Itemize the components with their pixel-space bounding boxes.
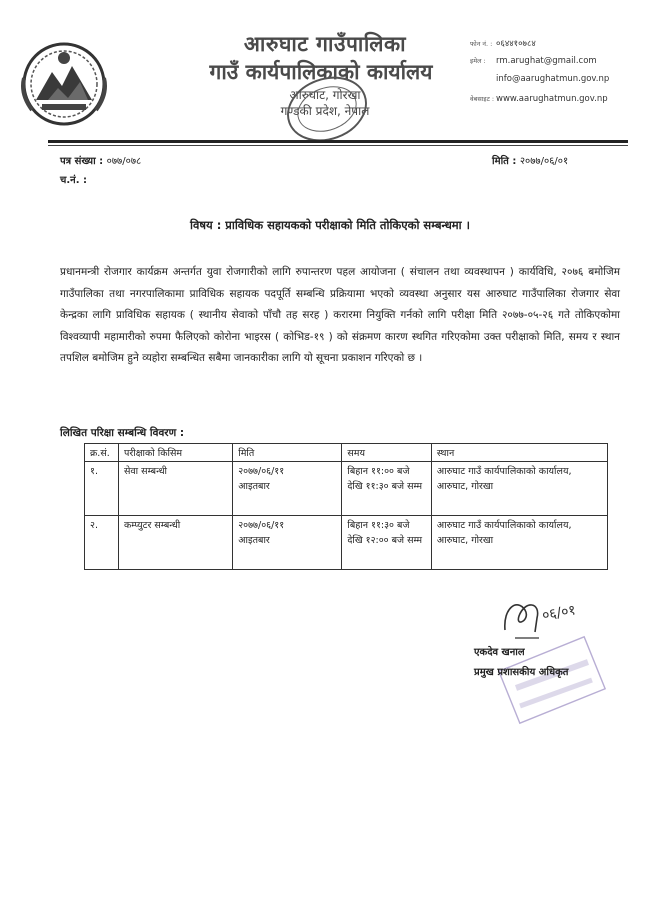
letter-date: मिति : २०७७/०६/०१ xyxy=(492,156,569,167)
signature-date: ०६/०१ xyxy=(540,602,578,624)
cell-venue: आरुघाट गाउँ कार्यपालिकाको कार्यालय, आरुघाट, गोरखा xyxy=(431,462,607,516)
contact-email[interactable]: इमेल : rm.arughat@gmail.com xyxy=(470,56,597,66)
contact-website[interactable]: वेबसाइट : www.aarughatmun.gov.np xyxy=(470,94,608,104)
office-name: गाउँ कार्यपालिकाको कार्यालय xyxy=(209,59,433,84)
header-divider-thin xyxy=(48,145,628,146)
organization-name: आरुघाट गाउँपालिका xyxy=(243,31,407,56)
chalani-number: च.नं. : xyxy=(60,175,87,186)
contact-phone: फोन नं. : ०६४४१०७८४ xyxy=(470,39,536,49)
cell-sn: १. xyxy=(85,462,119,516)
cell-type: सेवा सम्बन्धी xyxy=(118,462,232,516)
table-row xyxy=(85,462,608,516)
municipality-emblem xyxy=(18,38,110,130)
office-province: गण्डकी प्रदेश, नेपाल xyxy=(280,104,370,118)
cell-time: बिहान ११:३० बजे देखि १२:०० बजे सम्म xyxy=(342,516,432,570)
cell-time: बिहान ११:०० बजे देखि ११:३० बजे सम्म xyxy=(342,462,432,516)
reference-number: पत्र संख्या : ०७७/०७८ xyxy=(60,156,142,167)
column-header: मिति xyxy=(233,444,342,462)
cell-day-value: आइतबार xyxy=(238,535,270,546)
column-header: क्र.सं. xyxy=(85,444,119,462)
exam-schedule-table xyxy=(84,443,608,570)
column-header: समय xyxy=(342,444,432,462)
exam-table-title: लिखित परिक्षा सम्बन्धि विवरण : xyxy=(60,427,185,439)
header-divider xyxy=(48,140,628,143)
office-stamp xyxy=(282,74,372,144)
cell-date-value: २०७७/०६/११ xyxy=(238,520,285,531)
table-row xyxy=(85,516,608,570)
column-header: स्थान xyxy=(431,444,607,462)
cell-venue: आरुघाट गाउँ कार्यपालिकाको कार्यालय, आरुघाट, गोरखा xyxy=(431,516,607,570)
signatory-name: एकदेव खनाल xyxy=(474,647,525,658)
office-location: आरुघाट, गोरखा xyxy=(289,88,361,102)
letter-body: प्रधानमन्त्री रोजगार कार्यक्रम अन्तर्गत युवा रोजगारीको लागि रुपान्तरण पहल आयोजना ( संचालन तथा व्यवस्थापन ) कार्यविधि, २०७६ बमोजिम गाउँपालिका तथा नगरपालिकामा प्राविधिक सहायक पदपूर्ति सम्बन्धि प्रक्रियामा भएको व्यवस्था अनुसार यस आरुघाट गाउँपालिका रोजगार सेवा केन्द्रका लागि प्राविधिक सहायक ( स्थानीय सेवाको पाँचौ तह सरह ) करारमा नियुक्ति गर्नको लागि परीक्षा मिति २०७७-०५-२६ गते तोकिएकोमा विश्वव्यापी महामारीको रुपमा फैलिएको कोरोना भाइरस ( कोभिड-१९ ) को संक्रमण कारण स्थगित गरिएकोमा उक्त परीक्षाको मिति, समय र स्थान तपशिल बमोजिम हुने व्यहोरा सम्बन्धित सबैमा जानकारीका लागि यो सूचना प्रकाशन गरिएको छ । xyxy=(60,266,620,364)
cell-day-value: आइतबार xyxy=(238,481,270,492)
table-header-row xyxy=(85,444,608,462)
cell-date-value: २०७७/०६/११ xyxy=(238,466,285,477)
cell-date xyxy=(233,462,342,516)
cell-date xyxy=(233,516,342,570)
signatory-title: प्रमुख प्रशासकीय अधिकृत xyxy=(474,667,569,678)
cell-type: कम्प्युटर सम्बन्धी xyxy=(118,516,232,570)
contact-email-secondary[interactable]: info@aarughatmun.gov.np xyxy=(496,74,610,84)
column-header: परीक्षाको किसिम xyxy=(118,444,232,462)
cell-sn: २. xyxy=(85,516,119,570)
letter-subject: विषय : प्राविधिक सहायकको परीक्षाको मिति तोकिएको सम्बन्धमा । xyxy=(190,218,470,232)
